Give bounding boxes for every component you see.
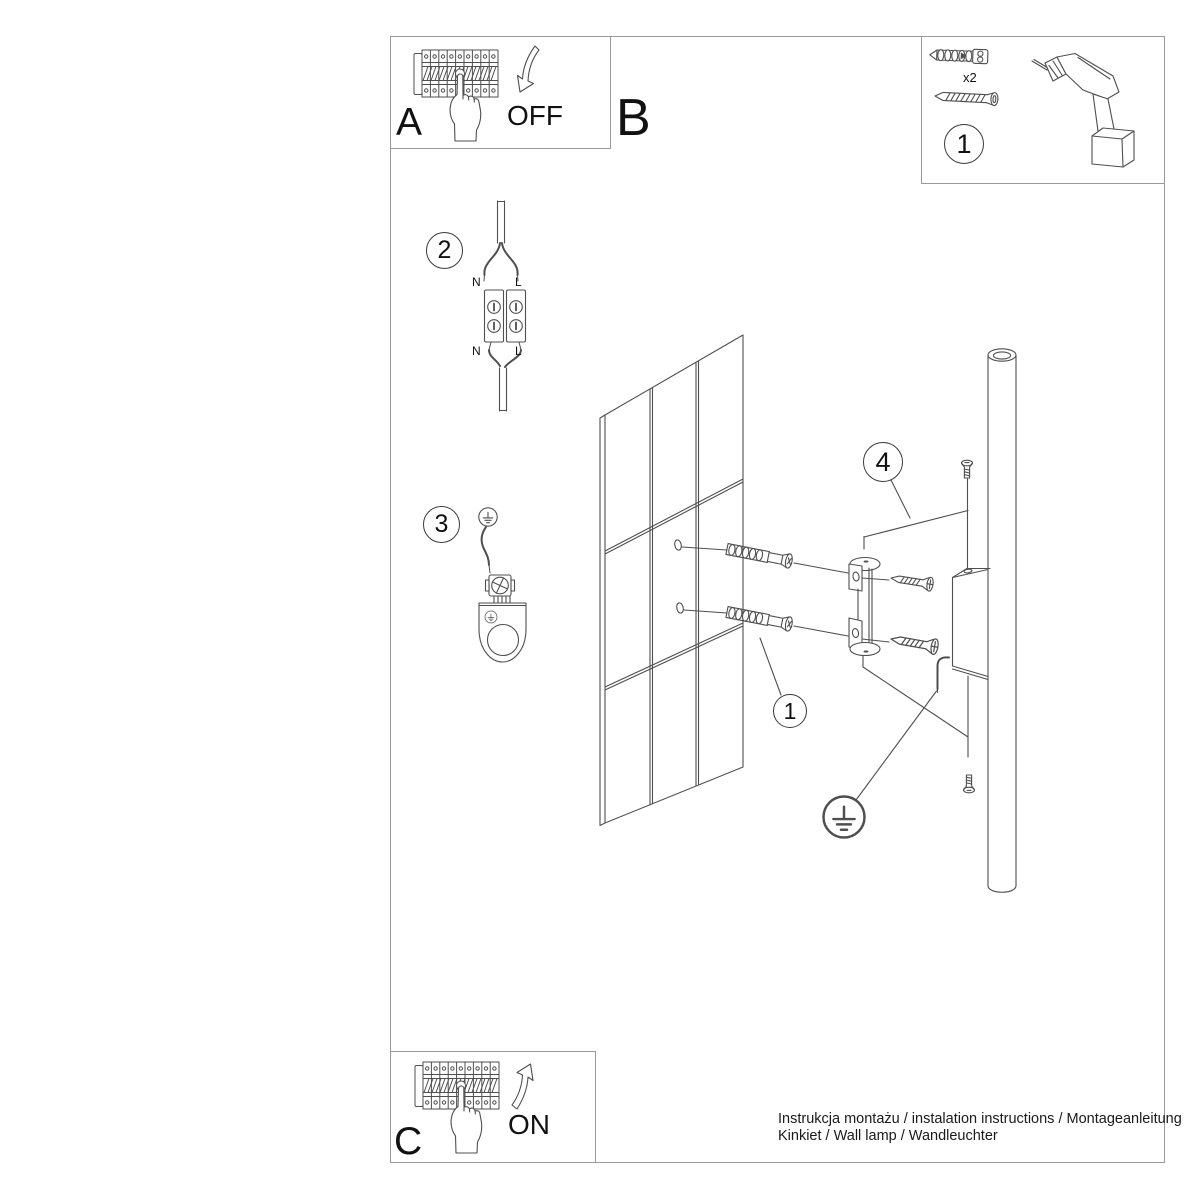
step-3-number: 3 <box>423 506 460 543</box>
footer-line-2: Kinkiet / Wall lamp / Wandleuchter <box>778 1127 998 1144</box>
panel-a-label: A <box>396 101 423 144</box>
section-b-label: B <box>616 89 651 147</box>
bracket-screw-icon <box>890 631 940 655</box>
terminal-n-bottom-label: N <box>472 344 481 358</box>
terminal-l-bottom-label: L <box>515 344 522 358</box>
bracket-screw-icon <box>890 571 934 591</box>
arrow-down-icon <box>518 46 540 92</box>
footer-text <box>778 1111 1182 1144</box>
machine-screw-icon <box>962 460 973 478</box>
anchor-step-number: 1 <box>773 694 807 728</box>
step-4-number: 4 <box>863 442 903 482</box>
terminal-l-top-label: L <box>515 275 522 289</box>
arrow-up-icon <box>512 1064 533 1109</box>
screw-icon <box>935 90 999 106</box>
mounting-block <box>938 460 992 793</box>
earth-symbol-icon <box>479 508 497 526</box>
machine-screw-icon <box>964 775 975 793</box>
earth-symbol-icon <box>824 797 865 838</box>
terminal-n-top-label: N <box>472 275 481 289</box>
footer-line-1: Instrukcja montażu / instalation instructions / Montageanleitung <box>778 1111 1182 1127</box>
parts-step-number: 1 <box>944 124 984 164</box>
wire-connector-icon <box>484 201 526 411</box>
panel-c-label: C <box>394 1120 423 1163</box>
off-label: OFF <box>507 100 563 131</box>
anchor-quantity-label: x2 <box>963 70 977 85</box>
wall-plug-icon <box>930 48 988 64</box>
ground-step-icon <box>479 508 526 662</box>
wall-tiles <box>600 335 743 826</box>
mounting-bracket <box>849 537 939 668</box>
drill-icon <box>1032 54 1134 168</box>
step-2-number: 2 <box>426 232 463 269</box>
lamp-tube <box>988 349 1016 892</box>
on-label: ON <box>508 1109 550 1140</box>
